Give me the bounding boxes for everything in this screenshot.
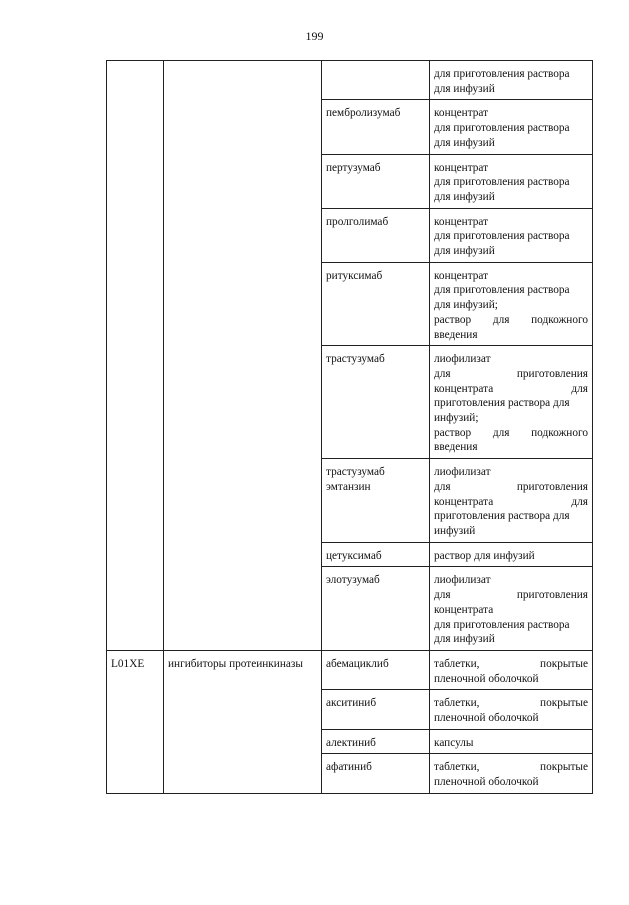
dosage-form-line: для приготовления раствора xyxy=(434,176,570,189)
dosage-form-line: пленочной оболочкой xyxy=(434,712,539,725)
dosage-form-line: для приготовления раствора xyxy=(434,122,570,135)
dosage-form-line: введения xyxy=(434,441,478,454)
dosage-form-line: инфузий xyxy=(434,524,476,537)
dosage-form-cell xyxy=(430,100,593,154)
dosage-form-line: для приготовления xyxy=(434,367,588,380)
dosage-form-line: пленочной оболочкой xyxy=(434,672,539,685)
drug-name-cell xyxy=(322,61,430,100)
dosage-form-cell xyxy=(430,262,593,346)
dosage-form-line: для инфузий xyxy=(434,136,495,149)
dosage-form-line: инфузий; xyxy=(434,412,479,425)
dosage-form-line: для приготовления раствора xyxy=(434,284,570,297)
dosage-form-line: раствор для подкожного xyxy=(434,426,588,439)
drug-name-cell: алектиниб xyxy=(322,729,430,754)
dosage-form-line: приготовления раствора для xyxy=(434,510,570,523)
dosage-form-line: таблетки, покрытые xyxy=(434,657,588,670)
dosage-form-line: пленочной оболочкой xyxy=(434,776,539,789)
dosage-form-line: концентрата для xyxy=(434,495,588,508)
dosage-form-cell xyxy=(430,754,593,793)
dosage-form-cell xyxy=(430,542,593,567)
drug-name-cell: трастузумаб xyxy=(322,346,430,459)
dosage-form-line: концентрат xyxy=(434,269,489,282)
dosage-form-line: приготовления раствора для xyxy=(434,397,570,410)
atc-code-cell: L01XE xyxy=(107,650,164,793)
drug-name-cell: трастузумаб эмтанзин xyxy=(322,459,430,543)
dosage-form-cell xyxy=(430,729,593,754)
dosage-form-line: для приготовления xyxy=(434,589,588,602)
dosage-form-line: для приготовления xyxy=(434,480,588,493)
dosage-form-line: для инфузий xyxy=(434,245,495,258)
drug-name-cell: элотузумаб xyxy=(322,567,430,651)
dosage-form-line: лиофилизат xyxy=(434,466,491,479)
dosage-form-line: для инфузий xyxy=(434,633,495,646)
drug-name-cell: ритуксимаб xyxy=(322,262,430,346)
dosage-form-line: концентрата для xyxy=(434,382,588,395)
dosage-form-cell xyxy=(430,208,593,262)
dosage-form-line: лиофилизат xyxy=(434,574,491,587)
drug-name-cell: афатиниб xyxy=(322,754,430,793)
dosage-form-line: концентрата xyxy=(434,603,494,616)
dosage-form-line: для инфузий xyxy=(434,190,495,203)
dosage-form-line: концентрат xyxy=(434,161,489,174)
drug-name-cell: пертузумаб xyxy=(322,154,430,208)
dosage-form-cell xyxy=(430,690,593,729)
group-name-cell: ингибиторы протеинкиназы xyxy=(164,650,322,793)
medication-table xyxy=(106,60,593,794)
dosage-form-line: введения xyxy=(434,328,478,341)
dosage-form-line: концентрат xyxy=(434,107,489,120)
drug-name-cell: абемациклиб xyxy=(322,650,430,689)
dosage-form-line: капсулы xyxy=(434,736,474,749)
drug-name-cell: цетуксимаб xyxy=(322,542,430,567)
dosage-form-line: для инфузий xyxy=(434,82,495,95)
dosage-form-line: для приготовления раствора xyxy=(434,230,570,243)
page-number: 199 xyxy=(305,29,324,43)
dosage-form-line: лиофилизат xyxy=(434,353,491,366)
dosage-form-cell xyxy=(430,459,593,543)
dosage-form-cell xyxy=(430,346,593,459)
dosage-form-line: для приготовления раствора xyxy=(434,618,570,631)
dosage-form-line: концентрат xyxy=(434,215,489,228)
dosage-form-line: раствор для подкожного xyxy=(434,313,588,326)
dosage-form-line: раствор для инфузий xyxy=(434,549,535,562)
dosage-form-line: таблетки, покрытые xyxy=(434,697,588,710)
dosage-form-line: для приготовления раствора xyxy=(434,68,570,80)
atc-code-cell xyxy=(107,61,164,651)
dosage-form-cell xyxy=(430,61,593,100)
table-row xyxy=(107,61,593,100)
dosage-form-cell xyxy=(430,567,593,651)
group-name-cell xyxy=(164,61,322,651)
drug-name-cell: акситиниб xyxy=(322,690,430,729)
dosage-form-cell xyxy=(430,154,593,208)
drug-name-cell: пембролизумаб xyxy=(322,100,430,154)
table-row xyxy=(107,650,593,689)
dosage-form-line: для инфузий; xyxy=(434,299,498,312)
table-body xyxy=(107,61,593,794)
dosage-form-line: таблетки, покрытые xyxy=(434,761,588,774)
dosage-form-cell xyxy=(430,650,593,689)
drug-name-cell: пролголимаб xyxy=(322,208,430,262)
